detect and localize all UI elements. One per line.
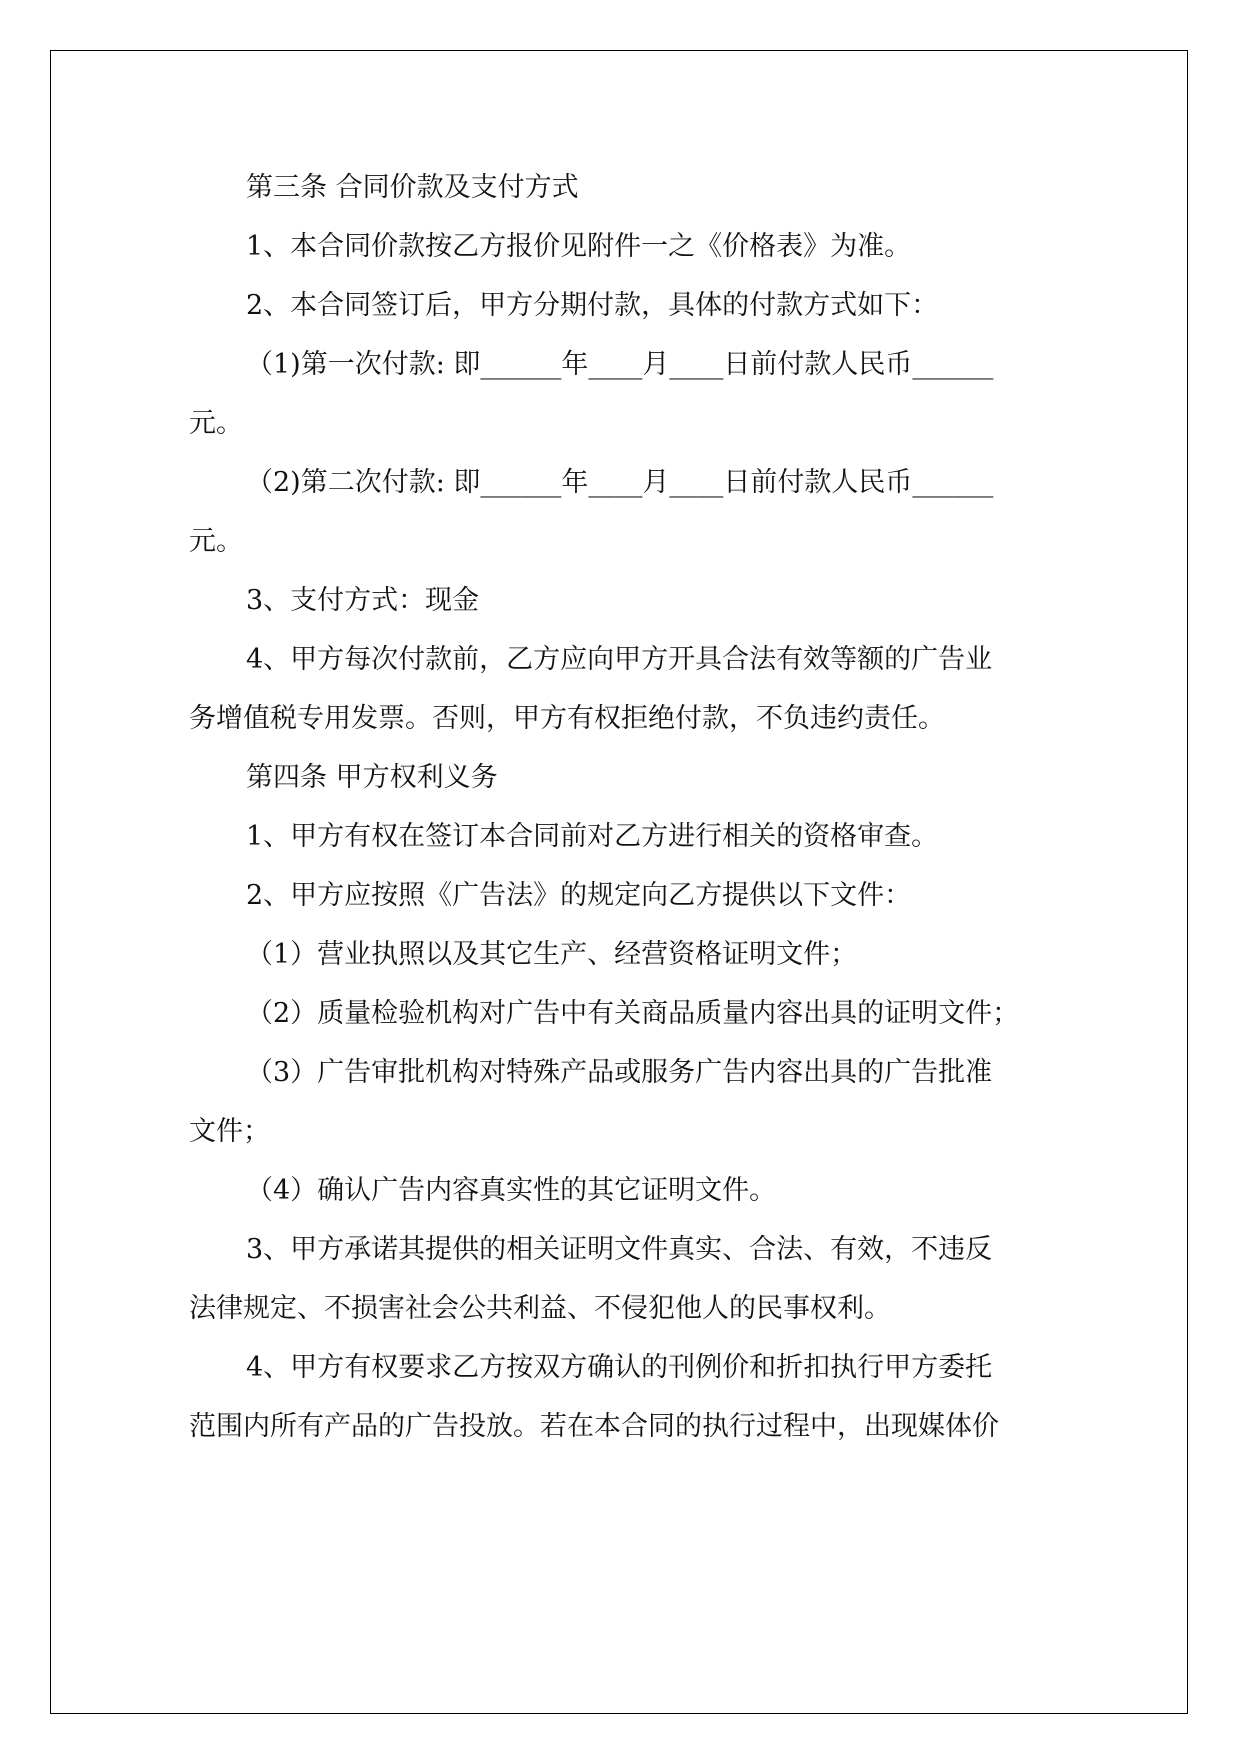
text-line: 范围内所有产品的广告投放。若在本合同的执行过程中，出现媒体价 [189, 1411, 999, 1442]
text-line: 1、本合同价款按乙方报价见附件一之《价格表》为准。 [246, 231, 912, 262]
text-line: 第四条 甲方权利义务 [246, 762, 498, 793]
text-line: 3、支付方式：现金 [246, 585, 480, 616]
text-line: 2、甲方应按照《广告法》的规定向乙方提供以下文件： [246, 880, 912, 911]
text-line: 文件； [189, 1116, 270, 1147]
document-body [189, 158, 1089, 1456]
text-line: 元。 [189, 526, 243, 557]
text-line: 3、甲方承诺其提供的相关证明文件真实、合法、有效，不违反 [246, 1234, 993, 1265]
text-line: 1、甲方有权在签订本合同前对乙方进行相关的资格审查。 [246, 821, 939, 852]
text-line: （4）确认广告内容真实性的其它证明文件。 [246, 1175, 777, 1206]
text-line: （3）广告审批机构对特殊产品或服务广告内容出具的广告批准 [246, 1057, 993, 1088]
text-line: （2）质量检验机构对广告中有关商品质量内容出具的证明文件； [246, 998, 1020, 1029]
text-line: 4、甲方有权要求乙方按双方确认的刊例价和折扣执行甲方委托 [246, 1352, 993, 1383]
text-line: 法律规定、不损害社会公共利益、不侵犯他人的民事权利。 [189, 1293, 891, 1324]
text-line: （2)第二次付款: 即______年____月____日前付款人民币______ [246, 467, 994, 498]
text-line: 第三条 合同价款及支付方式 [246, 172, 579, 203]
text-line: 4、甲方每次付款前，乙方应向甲方开具合法有效等额的广告业 [246, 644, 993, 675]
text-line: 务增值税专用发票。否则，甲方有权拒绝付款，不负违约责任。 [189, 703, 945, 734]
text-line: 2、本合同签订后，甲方分期付款，具体的付款方式如下： [246, 290, 939, 321]
text-line: （1)第一次付款: 即______年____月____日前付款人民币______ [246, 349, 994, 380]
text-line: 元。 [189, 408, 243, 439]
text-line: （1）营业执照以及其它生产、经营资格证明文件； [246, 939, 858, 970]
